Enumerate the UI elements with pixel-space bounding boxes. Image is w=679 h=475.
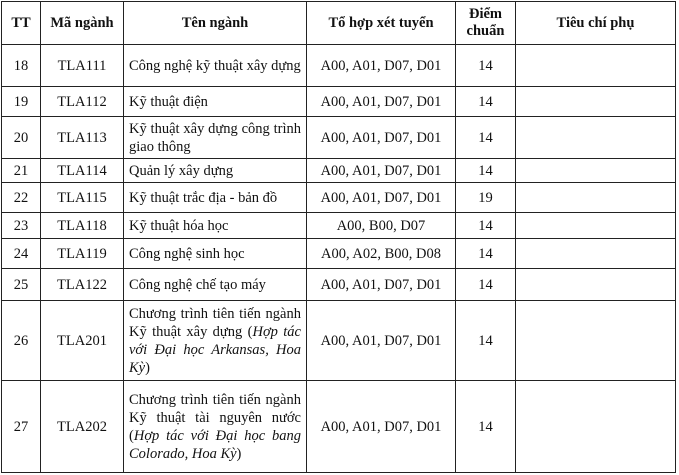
row-name xyxy=(124,239,307,269)
row-name xyxy=(124,381,307,473)
row-combo: A00, A01, D07, D01 xyxy=(307,269,456,301)
table-row xyxy=(2,213,676,239)
row-score: 14 xyxy=(456,117,516,159)
header-combo: Tổ hợp xét tuyển xyxy=(307,2,456,45)
row-combo: A00, A01, D07, D01 xyxy=(307,183,456,213)
row-name xyxy=(124,301,307,381)
row-code: TLA111 xyxy=(41,45,124,87)
row-combo: A00, A01, D07, D01 xyxy=(307,45,456,87)
row-combo: A00, A01, D07, D01 xyxy=(307,159,456,183)
row-name-text: Công nghệ kỹ thuật xây dựng xyxy=(129,57,301,74)
row-name xyxy=(124,213,307,239)
row-code: TLA113 xyxy=(41,117,124,159)
row-tt: 23 xyxy=(2,213,41,239)
header-tt: TT xyxy=(2,2,41,45)
row-name xyxy=(124,117,307,159)
row-code: TLA115 xyxy=(41,183,124,213)
admission-scores-table xyxy=(1,1,676,473)
header-row xyxy=(2,2,676,45)
row-combo: A00, B00, D07 xyxy=(307,213,456,239)
close-paren: ) xyxy=(145,359,150,376)
row-name-text: Công nghệ chế tạo máy xyxy=(129,276,266,293)
row-extra xyxy=(516,87,676,117)
row-score: 14 xyxy=(456,269,516,301)
row-name-text: Kỹ thuật điện xyxy=(129,93,208,110)
header-name: Tên ngành xyxy=(124,2,307,45)
row-combo: A00, A01, D07, D01 xyxy=(307,117,456,159)
table-row xyxy=(2,117,676,159)
row-name-text: Chương trình tiên tiến ngành Kỹ thuật tài nguyên nước ( xyxy=(129,391,301,444)
row-extra xyxy=(516,269,676,301)
row-score: 14 xyxy=(456,239,516,269)
row-tt: 27 xyxy=(2,381,41,473)
row-score: 14 xyxy=(456,213,516,239)
row-name-text: Chương trình tiên tiến ngành Kỹ thuật xây dựng ( xyxy=(129,305,301,340)
row-code: TLA202 xyxy=(41,381,124,473)
row-code: TLA118 xyxy=(41,213,124,239)
row-score: 14 xyxy=(456,381,516,473)
row-tt: 19 xyxy=(2,87,41,117)
header-extra: Tiêu chí phụ xyxy=(516,2,676,45)
row-name-text: Công nghệ sinh học xyxy=(129,245,245,262)
row-name xyxy=(124,159,307,183)
row-extra xyxy=(516,381,676,473)
row-name xyxy=(124,183,307,213)
header-score: Điểm chuẩn xyxy=(456,2,516,45)
row-name-text: Quản lý xây dựng xyxy=(129,162,234,179)
row-name xyxy=(124,45,307,87)
row-score: 19 xyxy=(456,183,516,213)
table-row xyxy=(2,183,676,213)
table-row xyxy=(2,159,676,183)
table-row xyxy=(2,269,676,301)
table-row xyxy=(2,381,676,473)
row-name-note: Hợp tác với Đại học bang Colorado, Hoa Kỳ xyxy=(129,427,301,462)
row-score: 14 xyxy=(456,45,516,87)
table-row xyxy=(2,87,676,117)
row-score: 14 xyxy=(456,301,516,381)
row-tt: 26 xyxy=(2,301,41,381)
table-row xyxy=(2,301,676,381)
row-name xyxy=(124,269,307,301)
row-tt: 22 xyxy=(2,183,41,213)
row-extra xyxy=(516,117,676,159)
row-extra xyxy=(516,159,676,183)
row-tt: 18 xyxy=(2,45,41,87)
row-extra xyxy=(516,45,676,87)
row-tt: 20 xyxy=(2,117,41,159)
row-combo: A00, A01, D07, D01 xyxy=(307,87,456,117)
row-name-text: Kỹ thuật hóa học xyxy=(129,217,229,234)
row-code: TLA112 xyxy=(41,87,124,117)
table-row xyxy=(2,239,676,269)
row-name-text: Kỹ thuật xây dựng công trình giao thông xyxy=(129,120,301,155)
row-score: 14 xyxy=(456,159,516,183)
row-name xyxy=(124,87,307,117)
row-code: TLA119 xyxy=(41,239,124,269)
row-name-text: Kỹ thuật trắc địa - bản đồ xyxy=(129,189,278,206)
row-combo: A00, A01, D07, D01 xyxy=(307,301,456,381)
row-extra xyxy=(516,301,676,381)
row-combo: A00, A02, B00, D08 xyxy=(307,239,456,269)
row-score: 14 xyxy=(456,87,516,117)
row-tt: 24 xyxy=(2,239,41,269)
row-tt: 25 xyxy=(2,269,41,301)
row-name-note: Hợp tác với Đại học Arkansas, Hoa Kỳ xyxy=(129,323,301,376)
row-combo: A00, A01, D07, D01 xyxy=(307,381,456,473)
row-extra xyxy=(516,183,676,213)
row-code: TLA201 xyxy=(41,301,124,381)
row-extra xyxy=(516,239,676,269)
table-row xyxy=(2,45,676,87)
header-code: Mã ngành xyxy=(41,2,124,45)
row-code: TLA122 xyxy=(41,269,124,301)
row-code: TLA114 xyxy=(41,159,124,183)
row-tt: 21 xyxy=(2,159,41,183)
row-extra xyxy=(516,213,676,239)
close-paren: ) xyxy=(236,445,242,462)
